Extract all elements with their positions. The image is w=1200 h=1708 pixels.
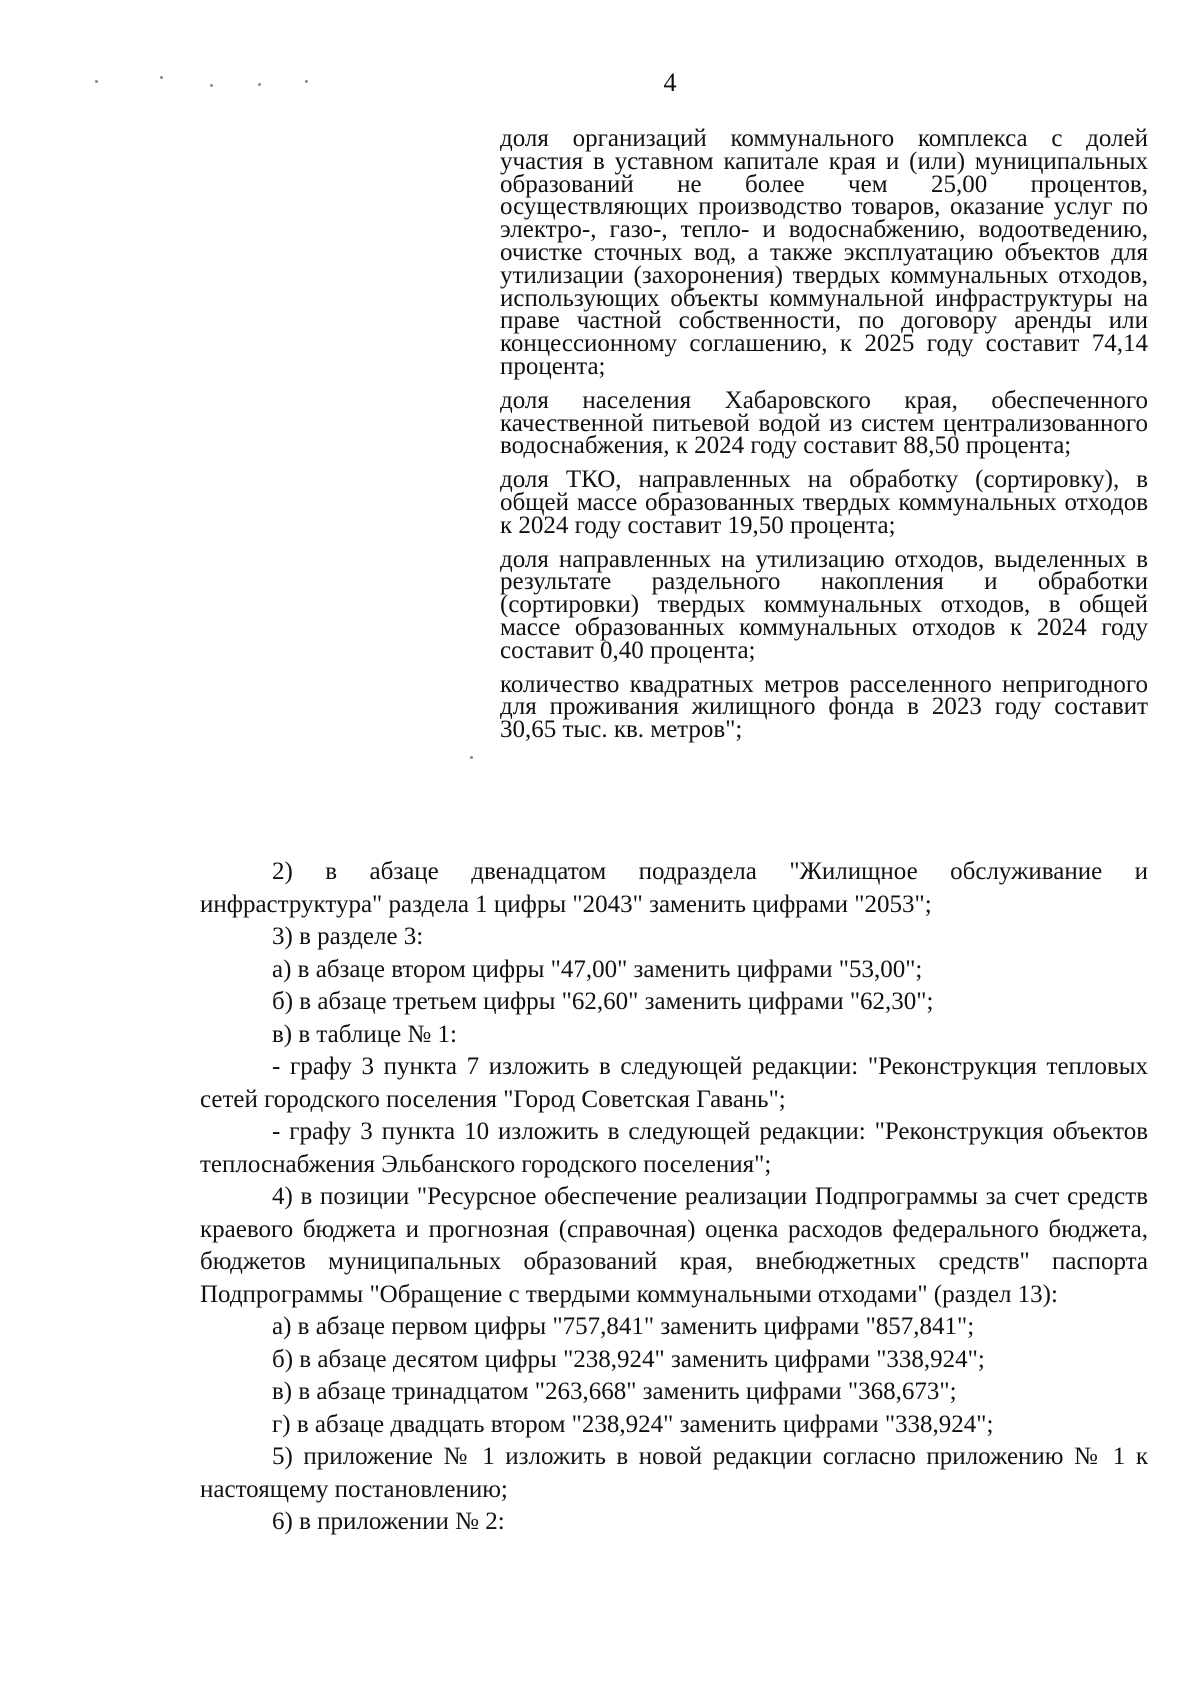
amendment-item: 5) приложение № 1 изложить в новой редакции согласно приложению № 1 к настоящему постановлению; <box>200 1443 1148 1503</box>
amendment-subitem: а) в абзаце втором цифры "47,00" заменить цифрами "53,00"; <box>272 955 923 983</box>
scan-speck <box>470 756 473 759</box>
scan-speck <box>160 76 163 79</box>
amendment-subitem: в) в таблице № 1: <box>272 1020 457 1048</box>
amendment-subitem: г) в абзаце двадцать втором "238,924" заменить цифрами "338,924"; <box>272 1410 994 1438</box>
scan-speck <box>258 83 261 86</box>
scan-speck <box>95 80 98 83</box>
indicator-paragraph: доля населения Хабаровского края, обеспеченного качественной питьевой водой из систем централизованного водоснабжения, к 2024 году составит 88,50 процента; <box>500 386 1148 460</box>
indicator-paragraph: доля направленных на утилизацию отходов, выделенных в результате раздельного накопления и обработки (сортировки) твердых коммунальных отходов, в общей массе образованных коммунальных отходов к 2024 году составит 0,40 процента; <box>500 545 1148 664</box>
amendment-item: 3) в разделе 3: <box>272 923 424 950</box>
amendment-subitem: б) в абзаце третьем цифры "62,60" заменить цифрами "62,30"; <box>272 988 934 1015</box>
indicator-paragraph: доля ТКО, направленных на обработку (сортировку), в общей массе образованных твердых коммунальных отходов к 2024 году составит 19,50 процента; <box>500 466 1148 539</box>
page-number: 4 <box>663 68 677 97</box>
scan-speck <box>305 80 308 83</box>
indicators-block <box>500 125 1148 753</box>
scan-speck <box>210 84 213 87</box>
amendment-item: 2) в абзаце двенадцатом подраздела "Жилищное обслуживание и инфраструктура" раздела 1 цифры "2043" заменить цифрами "2053"; <box>200 858 1148 918</box>
amendment-item: 4) в позиции "Ресурсное обеспечение реализации Подпрограммы за счет средств краевого бюджета и прогнозная (справочная) оценка расходов федерального бюджета, бюджетов муниципальных образований края, внебюджетных средств" паспорта Подпрограммы "Обращение с твердыми коммунальными отходами" (раздел 13): <box>200 1183 1148 1308</box>
amendment-subitem: в) в абзаце тринадцатом "263,668" заменить цифрами "368,673"; <box>272 1378 957 1405</box>
indicator-paragraph: доля организаций коммунального комплекса с долей участия в уставном капитале края и (или) муниципальных образований не более чем 25,00 процентов, осуществляющих производство товаров, оказание услуг по электро-, газо-, тепло- и водоснабжению, водоотведению, очистке сточных вод, а также эксплуатацию объектов для утилизации (захоронения) твердых коммунальных отходов, использующих объекты коммунальной инфраструктуры на праве частной собственности, по договору аренды или концессионному соглашению, к 2025 году составит 74,14 процента; <box>500 125 1148 380</box>
amendment-subitem: - графу 3 пункта 7 изложить в следующей редакции: "Реконструкция тепловых сетей городского поселения "Город Советская Гавань"; <box>200 1053 1148 1113</box>
amendment-item: 6) в приложении № 2: <box>272 1508 505 1535</box>
amendment-subitem: б) в абзаце десятом цифры "238,924" заменить цифрами "338,924"; <box>272 1345 985 1373</box>
amendment-subitem: - графу 3 пункта 10 изложить в следующей редакции: "Реконструкция объектов теплоснабжения Эльбанского городского поселения"; <box>200 1118 1148 1178</box>
amendment-subitem: а) в абзаце первом цифры "757,841" заменить цифрами "857,841"; <box>272 1313 975 1340</box>
indicator-paragraph: количество квадратных метров расселенного непригодного для проживания жилищного фонда в 2023 году составит 30,65 тыс. кв. метров"; <box>500 670 1148 744</box>
amendments-text <box>200 856 1148 1539</box>
